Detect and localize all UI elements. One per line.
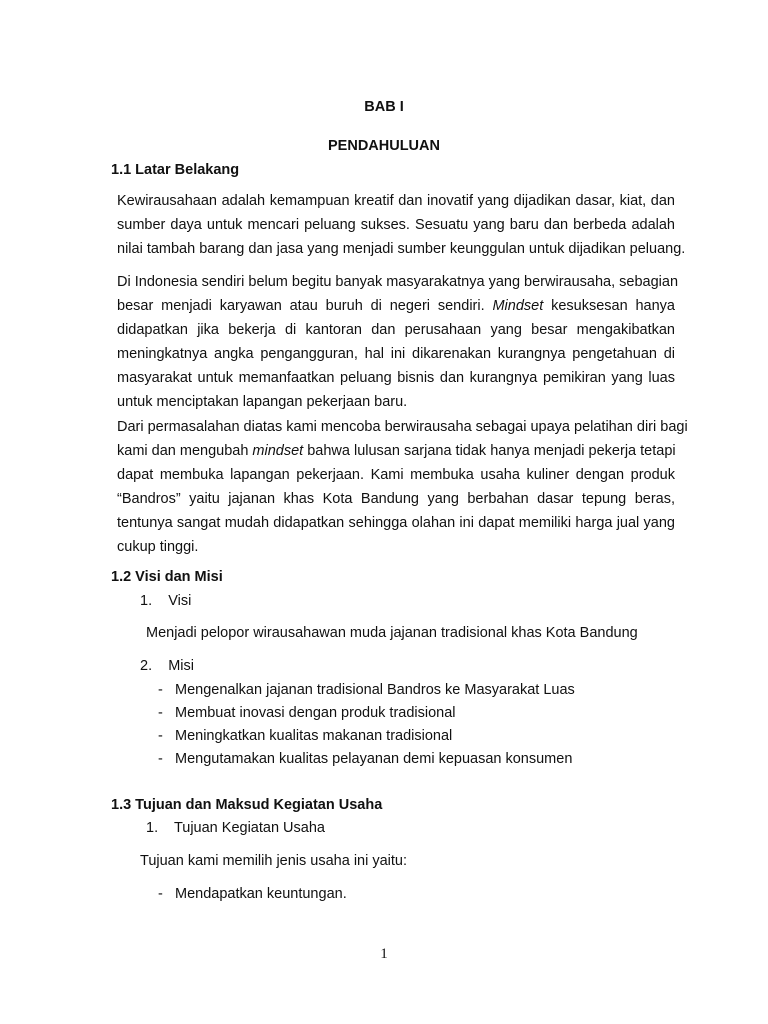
misi-item: Meningkatkan kualitas makanan tradisional [175, 728, 453, 744]
section-heading-1-2: 1.2 Visi dan Misi [111, 569, 223, 585]
paragraph-line: “Bandros” yaitu jajanan khas Kota Bandung yang berbahan dasar tepung beras, [117, 491, 675, 507]
paragraph-line: tentunya sangat mudah didapatkan sehingga olahan ini dapat memiliki harga jual yang [117, 515, 675, 531]
list-dash: - [158, 705, 163, 721]
section-heading-1-1: 1.1 Latar Belakang [111, 162, 240, 178]
paragraph-line: Di Indonesia sendiri belum begitu banyak masyarakatnya yang berwirausaha, sebagian [117, 274, 679, 290]
text-run: kami dan mengubah [117, 443, 253, 459]
paragraph-line: untuk menciptakan lapangan pekerjaan baru. [117, 394, 408, 410]
tujuan-label: 1. Tujuan Kegiatan Usaha [146, 820, 325, 836]
paragraph-line: nilai tambah barang dan jasa yang menjadi sumber keunggulan untuk dijadikan peluang. [117, 241, 686, 257]
paragraph-background-1 [117, 189, 686, 261]
paragraph-line: cukup tinggi. [117, 539, 199, 555]
paragraph-line [117, 294, 675, 318]
chapter-title: PENDAHULUAN [328, 138, 440, 154]
tujuan-intro: Tujuan kami memilih jenis usaha ini yaitu: [140, 853, 408, 869]
paragraph-line: Kewirausahaan adalah kemampuan kreatif dan inovatif yang dijadikan dasar, kiat, dan [117, 193, 675, 209]
paragraph-line: dapat membuka lapangan pekerjaan. Kami membuka usaha kuliner dengan produk [117, 467, 675, 483]
chapter-label: BAB I [364, 99, 404, 115]
misi-item: Membuat inovasi dengan produk tradisional [175, 705, 456, 721]
paragraph-line [117, 439, 675, 463]
text-run: besar menjadi karyawan atau buruh di negeri sendiri. [117, 298, 493, 314]
list-dash: - [158, 728, 163, 744]
emphasis-mindset: Mindset [492, 298, 544, 314]
text-run: kesuksesan hanya [543, 298, 675, 314]
text-run: bahwa lulusan sarjana tidak hanya menjadi pekerja tetapi [303, 443, 676, 459]
visi-text: Menjadi pelopor wirausahawan muda jajanan tradisional khas Kota Bandung [146, 625, 638, 641]
paragraph-background-2 [117, 270, 679, 414]
section-heading-1-3: 1.3 Tujuan dan Maksud Kegiatan Usaha [111, 797, 383, 813]
visi-label: 1. Visi [140, 593, 192, 609]
paragraph-line: Dari permasalahan diatas kami mencoba berwirausaha sebagai upaya pelatihan diri bagi [117, 419, 688, 435]
list-dash: - [158, 751, 163, 767]
misi-item: Mengutamakan kualitas pelayanan demi kepuasan konsumen [175, 751, 573, 767]
emphasis-mindset: mindset [252, 443, 304, 459]
paragraph-line: meningkatnya angka pengangguran, hal ini dikarenakan kurangnya pengetahuan di [117, 346, 675, 362]
misi-item: Mengenalkan jajanan tradisional Bandros ke Masyarakat Luas [175, 682, 575, 698]
paragraph-line: didapatkan jika bekerja di kantoran dan perusahaan yang besar mengakibatkan [117, 322, 675, 338]
tujuan-item: Mendapatkan keuntungan. [175, 886, 347, 902]
list-dash: - [158, 682, 163, 698]
page-number: 1 [380, 946, 388, 962]
misi-label: 2. Misi [140, 658, 194, 674]
paragraph-background-3 [117, 415, 688, 559]
paragraph-line: masyarakat untuk memanfaatkan peluang bisnis dan kurangnya pemikiran yang luas [117, 370, 675, 386]
paragraph-line: sumber daya untuk mencari peluang sukses. Sesuatu yang baru dan berbeda adalah [117, 217, 675, 233]
list-dash: - [158, 886, 163, 902]
